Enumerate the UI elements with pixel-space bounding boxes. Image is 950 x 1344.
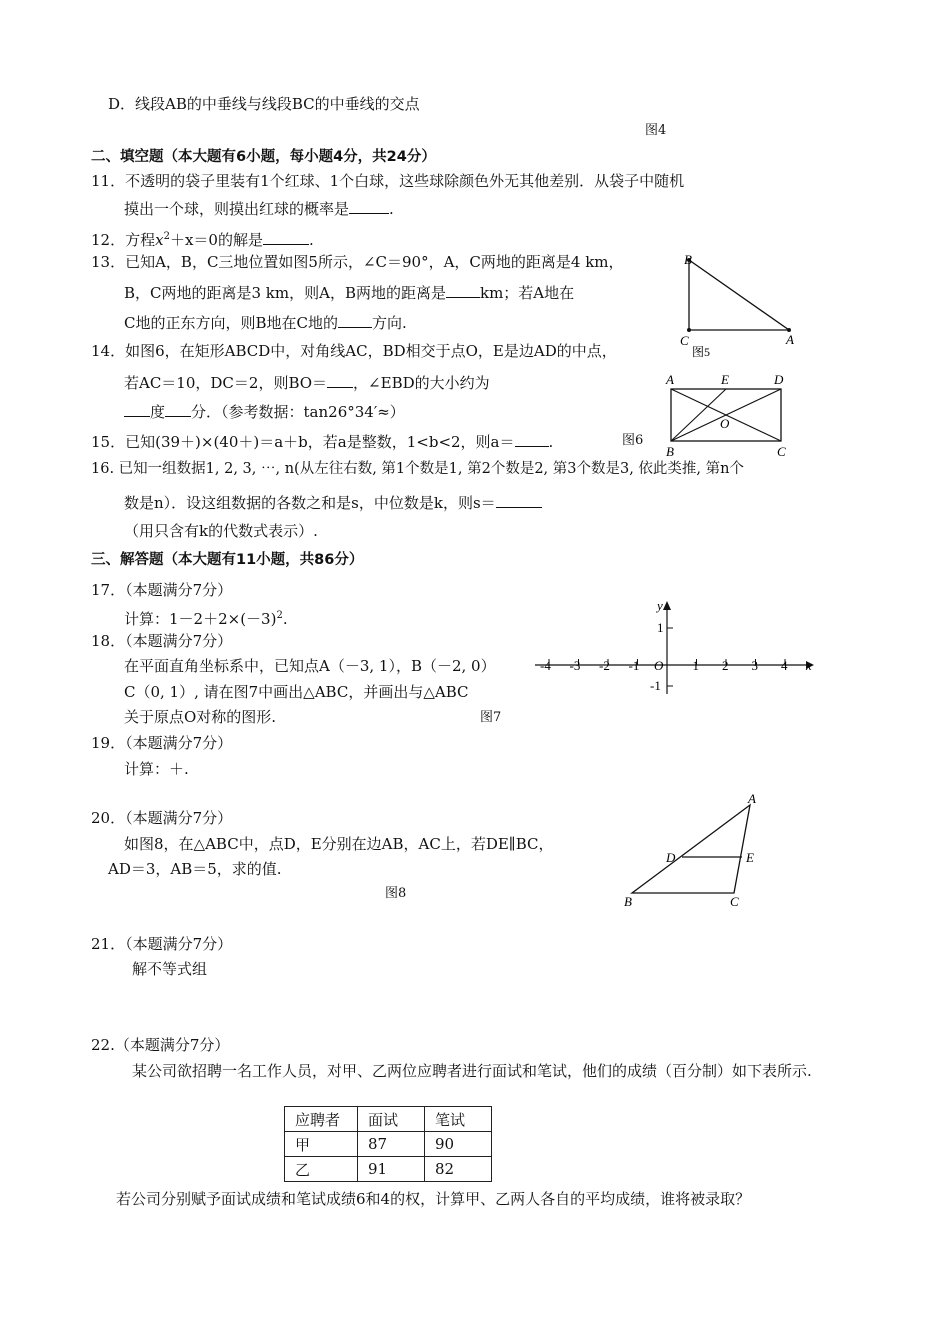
- table-cell: 91: [358, 1157, 425, 1182]
- y-tick-1: 1: [657, 620, 664, 635]
- fig6-label-d: D: [774, 372, 784, 387]
- q18-line3: 关于原点O对称的图形.: [124, 708, 277, 726]
- q16-line2: 数是n）．设这组数据的各数之和是s，中位数是k，则s＝: [124, 491, 542, 513]
- table-header-cell: 应聘者: [285, 1107, 358, 1132]
- x-tick-label: -3: [569, 658, 581, 673]
- fig8-label-d: D: [666, 850, 676, 865]
- origin-label: O: [654, 658, 664, 673]
- fig6-caption: 图6: [622, 433, 644, 448]
- table-row: [285, 1132, 492, 1157]
- x-tick-label: 2: [722, 658, 729, 673]
- fig5-label-a: A: [786, 332, 794, 347]
- q18-line2: C（0, 1）, 请在图7中画出△ABC，并画出与△ABC: [124, 683, 469, 701]
- fig8-label-a: A: [748, 791, 756, 806]
- figure-8: [618, 788, 768, 914]
- table-cell: 甲: [285, 1132, 358, 1157]
- score-table: [284, 1106, 492, 1182]
- answer-blank: [124, 400, 150, 417]
- q20-line1: 如图8，在△ABC中，点D，E分别在边AB，AC上，若DE∥BC，: [124, 835, 554, 853]
- figure-6: [660, 370, 800, 462]
- x-tick-label: -1: [628, 658, 640, 673]
- y-axis-label: y: [657, 598, 663, 613]
- table-cell: 82: [425, 1157, 492, 1182]
- table-header-row: [285, 1107, 492, 1132]
- table-header-cell: 笔试: [425, 1107, 492, 1132]
- q19-body: 计算：＋.: [124, 760, 189, 778]
- fig8-caption: 图8: [385, 886, 407, 901]
- section3-heading: 三、解答题（本大题有11小题，共86分）: [91, 552, 364, 568]
- answer-blank: [263, 228, 309, 245]
- q18-line1: 在平面直角坐标系中，已知点A（－3, 1），B（－2, 0）: [124, 657, 496, 675]
- q12: 12．方程$x^2+x=0$的解是 .: [91, 227, 314, 250]
- q14-line3: 度 分．（参考数据：tan26°34′≈）: [124, 400, 405, 422]
- fig8-label-c: C: [730, 894, 739, 909]
- fig8-label-b: B: [624, 894, 632, 909]
- q22-title: 22.（本题满分7分）: [91, 1036, 230, 1054]
- q16-line3: （用只含有k的代数式表示）.: [124, 522, 318, 540]
- q15: 15．已知(39＋)×(40＋)＝a＋b，若a是整数，1<b<2，则a＝ .: [91, 430, 553, 452]
- y-tick-neg1: -1: [650, 678, 661, 693]
- q13-line2: B，C两地的距离是3 km，则A，B两地的距离是 km；若A地在: [124, 281, 574, 303]
- q22-question: 若公司分别赋予面试成绩和笔试成绩6和4的权，计算甲、乙两人各自的平均成绩，谁将被录取？: [116, 1190, 751, 1208]
- q17-body: 计算：$1-2+2\times(-3)^2$.: [124, 610, 288, 628]
- fig4-caption: 图4: [645, 123, 667, 138]
- q13-line3: C地的正东方向，则B地在C地的 方向.: [124, 311, 407, 333]
- answer-blank: [349, 197, 389, 214]
- figure-5: [676, 250, 806, 360]
- q14-line2: 若AC＝10，DC＝2，则BO＝ ，∠EBD的大小约为: [124, 371, 490, 393]
- x-tick-label: 3: [751, 658, 758, 673]
- table-cell: 87: [358, 1132, 425, 1157]
- fig6-label-e: E: [721, 372, 729, 387]
- table-cell: 乙: [285, 1157, 358, 1182]
- q16-line1: 16. 已知一组数据1, 2, 3, ⋯, n(从左往右数, 第1个数是1, 第2个数是2, 第3个数是3, 依此类推, 第n个: [91, 461, 744, 477]
- table-cell: 90: [425, 1132, 492, 1157]
- section2-heading: 二、填空题（本大题有6小题，每小题4分，共24分）: [91, 149, 436, 165]
- q20-title: 20．（本题满分7分）: [91, 809, 233, 827]
- answer-blank: [515, 430, 549, 447]
- x-tick-label: -2: [599, 658, 610, 673]
- fig8-label-e: E: [746, 850, 754, 865]
- fig7-caption: 图7: [480, 710, 502, 725]
- fig6-label-b: B: [666, 444, 674, 459]
- x-tick-label: 4: [781, 658, 788, 673]
- answer-blank: [446, 281, 480, 298]
- answer-blank: [327, 371, 353, 388]
- fig5-caption: 图5: [692, 345, 711, 359]
- q19-title: 19．（本题满分7分）: [91, 734, 233, 752]
- q14-line1: 14．如图6，在矩形ABCD中，对角线AC，BD相交于点O，E是边AD的中点，: [91, 342, 617, 360]
- fig5-label-c: C: [680, 333, 689, 348]
- answer-blank: [496, 491, 542, 508]
- fig6-label-c: C: [777, 444, 786, 459]
- fig6-label-o: O: [720, 416, 730, 431]
- q11-line1: 11．不透明的袋子里装有1个红球、1个白球，这些球除颜色外无其他差别．从袋子中随机: [91, 172, 685, 190]
- table-row: [285, 1157, 492, 1182]
- q20-line2: AD＝3，AB＝5，求的值.: [108, 860, 282, 878]
- x-axis-label: x: [806, 658, 812, 673]
- fig5-label-b: B: [684, 252, 692, 267]
- q10-option-d: D．线段AB的中垂线与线段BC的中垂线的交点: [108, 95, 420, 113]
- q17-title: 17．（本题满分7分）: [91, 581, 233, 599]
- fig6-label-a: A: [666, 372, 674, 387]
- answer-blank: [338, 311, 372, 328]
- q13-line1: 13．已知A，B，C三地位置如图5所示，∠C＝90°，A，C两地的距离是4 km，: [91, 253, 624, 271]
- figure-7: [530, 598, 820, 698]
- table-header-cell: 面试: [358, 1107, 425, 1132]
- x-tick-label: 1: [692, 658, 699, 673]
- q22-intro: 某公司欲招聘一名工作人员，对甲、乙两位应聘者进行面试和笔试，他们的成绩（百分制）如下表所示.: [132, 1062, 812, 1080]
- q21-body: 解不等式组: [132, 960, 208, 978]
- q18-title: 18．（本题满分7分）: [91, 632, 233, 650]
- x-tick-label: -4: [540, 658, 551, 673]
- answer-blank: [165, 400, 191, 417]
- q21-title: 21．（本题满分7分）: [91, 935, 233, 953]
- q11-line2: 摸出一个球，则摸出红球的概率是 .: [124, 197, 394, 219]
